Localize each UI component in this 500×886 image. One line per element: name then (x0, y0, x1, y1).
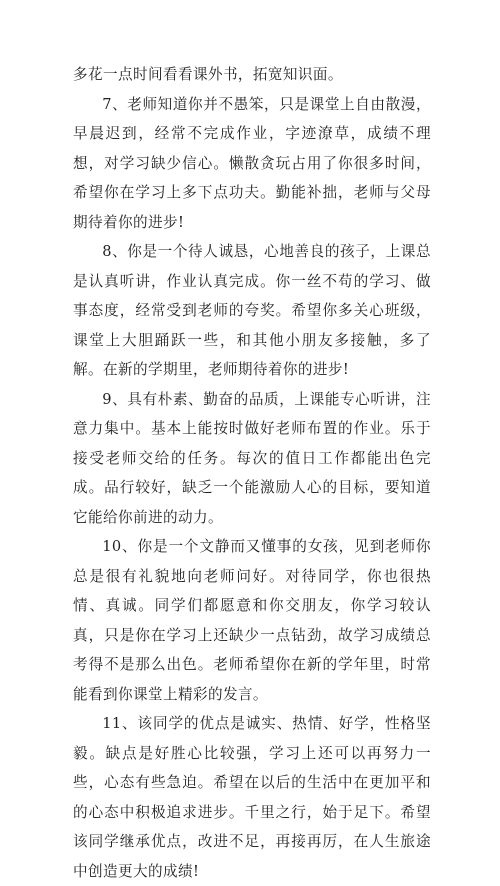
paragraph-item-9: 9、具有朴素、勤奋的品质，上课能专心听讲，注意力集中。基本上能按时做好老师布置的作业。乐于接受老师交给的任务。每次的值日工作都能出色完成。品行较好，缺乏一个能激励人心的目标，要知道它能给你前进的动力。 (73, 390, 431, 526)
paragraph-item-11: 11、该同学的优点是诚实、热情、好学，性格坚毅。缺点是好胜心比较强，学习上还可以再努力一些，心态有些急迫。希望在以后的生活中在更加平和的心态中积极追求进步。千里之行，始于足下。希望该同学继承优点，改进不足，再接再厉，在人生旅途中创造更大的成绩! (73, 715, 431, 880)
paragraph-continuation: 多花一点时间看看课外书，拓宽知识面。 (73, 66, 343, 83)
paragraph-item-7: 7、老师知道你并不愚笨，只是课堂上自由散漫，早晨迟到，经常不完成作业，字迹潦草，成绩不理想，对学习缺少信心。懒散贪玩占用了你很多时间，希望你在学习上多下点功夫。勤能补拙，老师与父母期待着你的进步! (73, 95, 431, 231)
paragraph-item-8: 8、你是一个待人诚恳，心地善良的孩子，上课总是认真听讲，作业认真完成。你一丝不苟的学习、做事态度，经常受到老师的夸奖。希望你多关心班级，课堂上大胆踊跃一些，和其他小朋友多接触，多了解。在新的学期里，老师期待着你的进步! (73, 243, 431, 378)
document-body (73, 60, 431, 886)
paragraph-item-10: 10、你是一个文静而又懂事的女孩，见到老师你总是很有礼貌地向老师问好。对待同学，你也很热情、真诚。同学们都愿意和你交朋友，你学习较认真，只是你在学习上还缺少一点钻劲，故学习成绩总考得不是那么出色。老师希望你在新的学年里，时常能看到你课堂上精彩的发言。 (73, 538, 431, 703)
